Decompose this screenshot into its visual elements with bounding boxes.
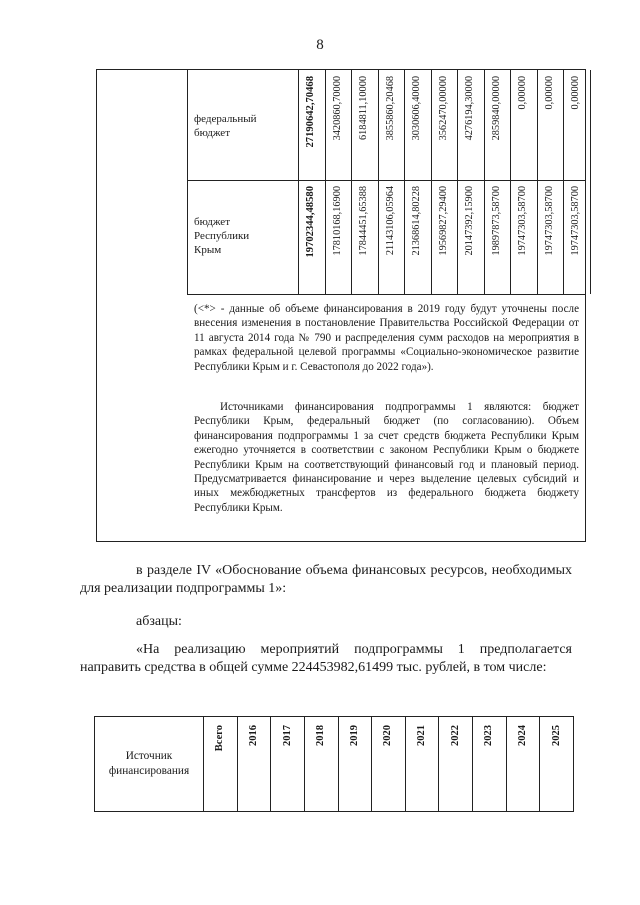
value-cell [537, 70, 564, 180]
header-text: 2016 [247, 725, 259, 746]
header-text: 2021 [416, 725, 428, 746]
value-text: 19747303,58700 [570, 186, 582, 256]
header-text: 2024 [517, 725, 529, 746]
header-cell [371, 717, 405, 811]
value-text: 20147392,15900 [464, 186, 476, 256]
value-cell [457, 70, 484, 180]
value-text: 3030606,40000 [411, 76, 423, 141]
header-text: 2019 [348, 725, 360, 746]
value-text: 3420860,70000 [331, 76, 343, 141]
value-cell [351, 70, 378, 180]
value-cell [484, 180, 511, 294]
value-cell [431, 70, 458, 180]
quote-paragraph: «На реализацию мероприятий подпрограммы 1 предполагается направить средства в общей сумме 224453982,61499 тыс. рублей, в том числе: [80, 642, 572, 675]
value-text: 21368614,80228 [411, 186, 423, 256]
value-text: 3562470,00000 [437, 76, 449, 141]
funding-header-table [94, 716, 574, 812]
value-text: 21143106,05964 [384, 186, 396, 256]
row-label-crimea: бюджет Республики Крым [194, 216, 250, 256]
value-cell [404, 180, 431, 294]
column-divider [590, 70, 591, 294]
value-cell [351, 180, 378, 294]
value-text: 19897873,58700 [490, 186, 502, 256]
value-cell [431, 180, 458, 294]
value-text: 17810168,16900 [331, 186, 343, 256]
header-text: 2022 [449, 725, 461, 746]
value-text: 3855860,20468 [384, 76, 396, 141]
header-cell [304, 717, 338, 811]
value-text: 27190642,70468 [305, 76, 317, 148]
value-cell [325, 180, 352, 294]
header-text: 2023 [483, 725, 495, 746]
value-text: 19747303,58700 [517, 186, 529, 256]
header-source: Источник финансирования [108, 750, 190, 777]
row-label-federal: федеральный бюджет [194, 113, 257, 139]
header-text: 2017 [281, 725, 293, 746]
value-text: 0,00000 [543, 76, 555, 110]
header-text: 2020 [382, 725, 394, 746]
header-cell [506, 717, 540, 811]
value-cell [378, 180, 405, 294]
value-text: 0,00000 [517, 76, 529, 110]
header-text: 2025 [550, 725, 562, 746]
value-cell [404, 70, 431, 180]
header-cell [405, 717, 439, 811]
value-cell [484, 70, 511, 180]
header-cell [438, 717, 472, 811]
value-cell [298, 180, 325, 294]
table-divider [187, 70, 188, 294]
value-cell [378, 70, 405, 180]
value-text: 4276194,30000 [464, 76, 476, 141]
funding-sources-paragraph: Источниками финансирования подпрограммы 1 являются: бюджет Республики Крым, федеральный бюджет (по согласованию). Объем финансирования подпрограммы 1 за счет средств бюджета Республики Крым ежегодно уточняется в соответствии с законом Республики Крым о бюджете Республики Крым на соответствующий финансовый год и плановый период. Предусматривается финансирование и через выделение целевых субсидий и иных межбюджетных трансфертов из федерального бюджета бюджету Республики Крым. [194, 401, 579, 514]
value-cell [325, 70, 352, 180]
value-cell [510, 180, 537, 294]
table-bottom-divider [187, 294, 585, 295]
value-text: 0,00000 [570, 76, 582, 110]
header-cell [203, 717, 237, 811]
value-cell [457, 180, 484, 294]
value-text: 6184811,10000 [358, 76, 370, 140]
value-cell [537, 180, 564, 294]
value-text: 19747303,58700 [543, 186, 555, 256]
page-number: 8 [316, 37, 324, 53]
header-cell [472, 717, 506, 811]
value-cell [563, 180, 590, 294]
header-cell [539, 717, 573, 811]
value-text: 19569827,29400 [437, 186, 449, 256]
value-text: 17844451,65388 [358, 186, 370, 256]
value-cell [510, 70, 537, 180]
value-text: 19702344,48580 [305, 186, 317, 258]
header-cell [237, 717, 271, 811]
budget-table-box [96, 69, 586, 542]
section-iv-paragraph: в разделе IV «Обоснование объема финансовых ресурсов, необходимых для реализации подпрограммы 1»: [80, 563, 572, 596]
header-text: Всего [214, 725, 226, 752]
funding-note: (<*> - данные об объеме финансирования в 2019 году будут уточнены после внесения изменения в постановление Правительства Российской Федерации от 11 августа 2014 года № 790 и распределения сумм расходов на мероприятия в рамках федеральной целевой программы «Социально-экономическое развитие Республики Крым и г. Севастополя до 2022 года»). [194, 303, 579, 373]
header-cell [338, 717, 372, 811]
header-cell [270, 717, 304, 811]
header-text: 2018 [315, 725, 327, 746]
value-cell [298, 70, 325, 180]
value-text: 2859840,00000 [490, 76, 502, 141]
value-cell [563, 70, 590, 180]
paragraphs-label: абзацы: [136, 614, 182, 629]
